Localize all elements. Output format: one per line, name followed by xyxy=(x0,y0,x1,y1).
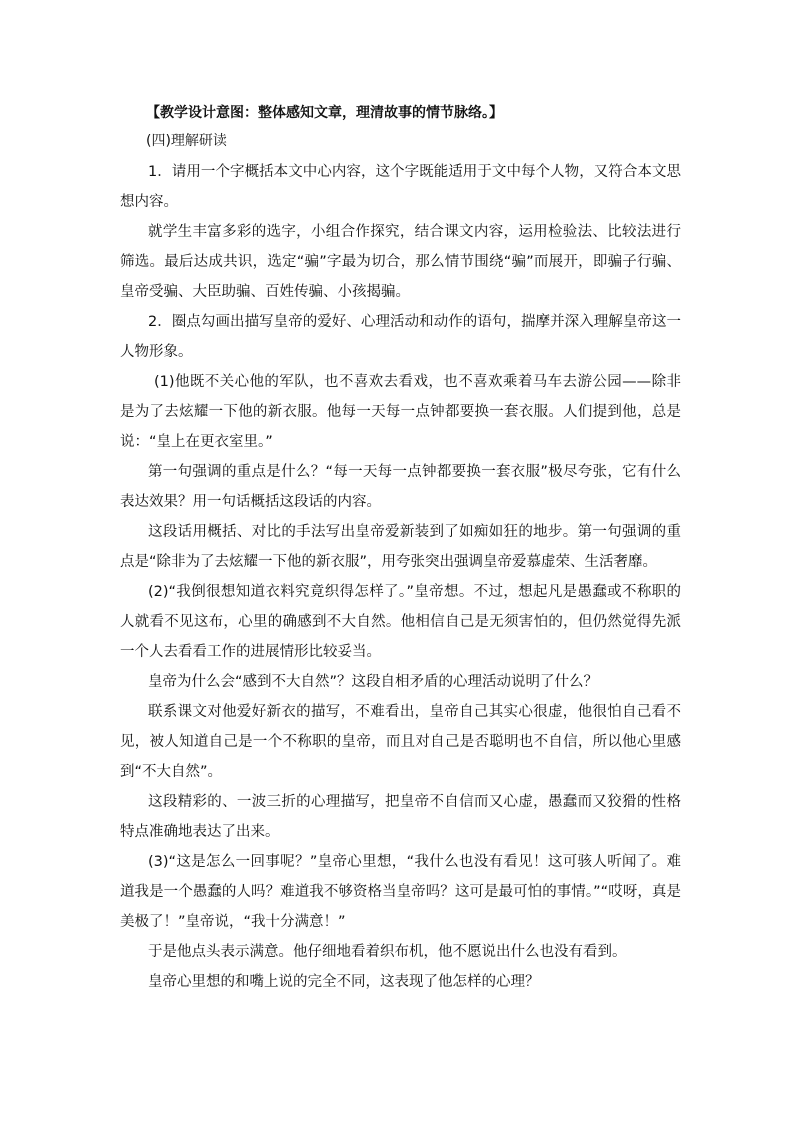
excerpt-3-continuation: 于是他点头表示满意。他仔细地看着织布机，他不愿说出什么也没有看到。 xyxy=(148,944,627,960)
question-2: 2．圈点勾画出描写皇帝的爱好、心理活动和动作的语句，揣摩并深入理解皇帝这一人物形象。 xyxy=(120,314,681,360)
excerpt-1: (1)他既不关心他的军队，也不喜欢去看戏，也不喜欢乘着马车去游公园——除非是为了去炫耀一下他的新衣服。他每一天每一点钟都要换一套衣服。人们提到他，总是说：“皇上在更衣室里。” xyxy=(120,374,681,450)
excerpt-1-question: 第一句强调的重点是什么？“每一天每一点钟都要换一套衣服”极尽夸张，它有什么表达效果？用一句话概括这段话的内容。 xyxy=(120,464,681,510)
design-intent-heading: 【教学设计意图：整体感知文章，理清故事的情节脉络。】 xyxy=(146,105,503,121)
document-body xyxy=(120,157,681,997)
excerpt-2-answer: 联系课文对他爱好新衣的描写，不难看出，皇帝自己其实心很虚，他很怕自己看不见，被人知道自己是一个不称职的皇帝，而且对自己是否聪明也不自信，所以他心里感到“不大自然”。 xyxy=(120,704,681,780)
excerpt-2: (2)“我倒很想知道衣料究竟织得怎样了。”皇帝想。不过，想起凡是愚蠢或不称职的人就看不见这布，心里的确感到不大自然。他相信自己是无须害怕的，但仍然觉得先派一个人去看看工作的进展情形比较妥当。 xyxy=(120,584,681,660)
answer-1: 就学生丰富多彩的选字，小组合作探究，结合课文内容，运用检验法、比较法进行筛选。最后达成共识，选定“骗”字最为切合，那么情节围绕“骗”而展开，即骗子行骗、皇帝受骗、大臣助骗、百姓传骗、小孩揭骗。 xyxy=(120,224,681,300)
excerpt-2-question: 皇帝为什么会“感到不大自然”？这段自相矛盾的心理活动说明了什么？ xyxy=(148,674,599,690)
excerpt-2-summary: 这段精彩的、一波三折的心理描写，把皇帝不自信而又心虚，愚蠢而又狡猾的性格特点准确地表达了出来。 xyxy=(120,794,681,840)
excerpt-3-question: 皇帝心里想的和嘴上说的完全不同，这表现了他怎样的心理？ xyxy=(148,974,540,990)
excerpt-1-answer: 这段话用概括、对比的手法写出皇帝爱新装到了如痴如狂的地步。第一句强调的重点是“除非为了去炫耀一下他的新衣服”，用夸张突出强调皇帝爱慕虚荣、生活奢靡。 xyxy=(120,524,681,570)
question-1: 1．请用一个字概括本文中心内容，这个字既能适用于文中每个人物，又符合本文思想内容。 xyxy=(120,164,681,210)
excerpt-3: (3)“这是怎么一回事呢？”皇帝心里想，“我什么也没有看见！这可骇人听闻了。难道我是一个愚蠢的人吗？难道我不够资格当皇帝吗？这可是最可怕的事情。”“哎呀，真是美极了！”皇帝说，“我十分满意！” xyxy=(120,854,681,930)
section-label: (四)理解研读 xyxy=(146,133,227,149)
